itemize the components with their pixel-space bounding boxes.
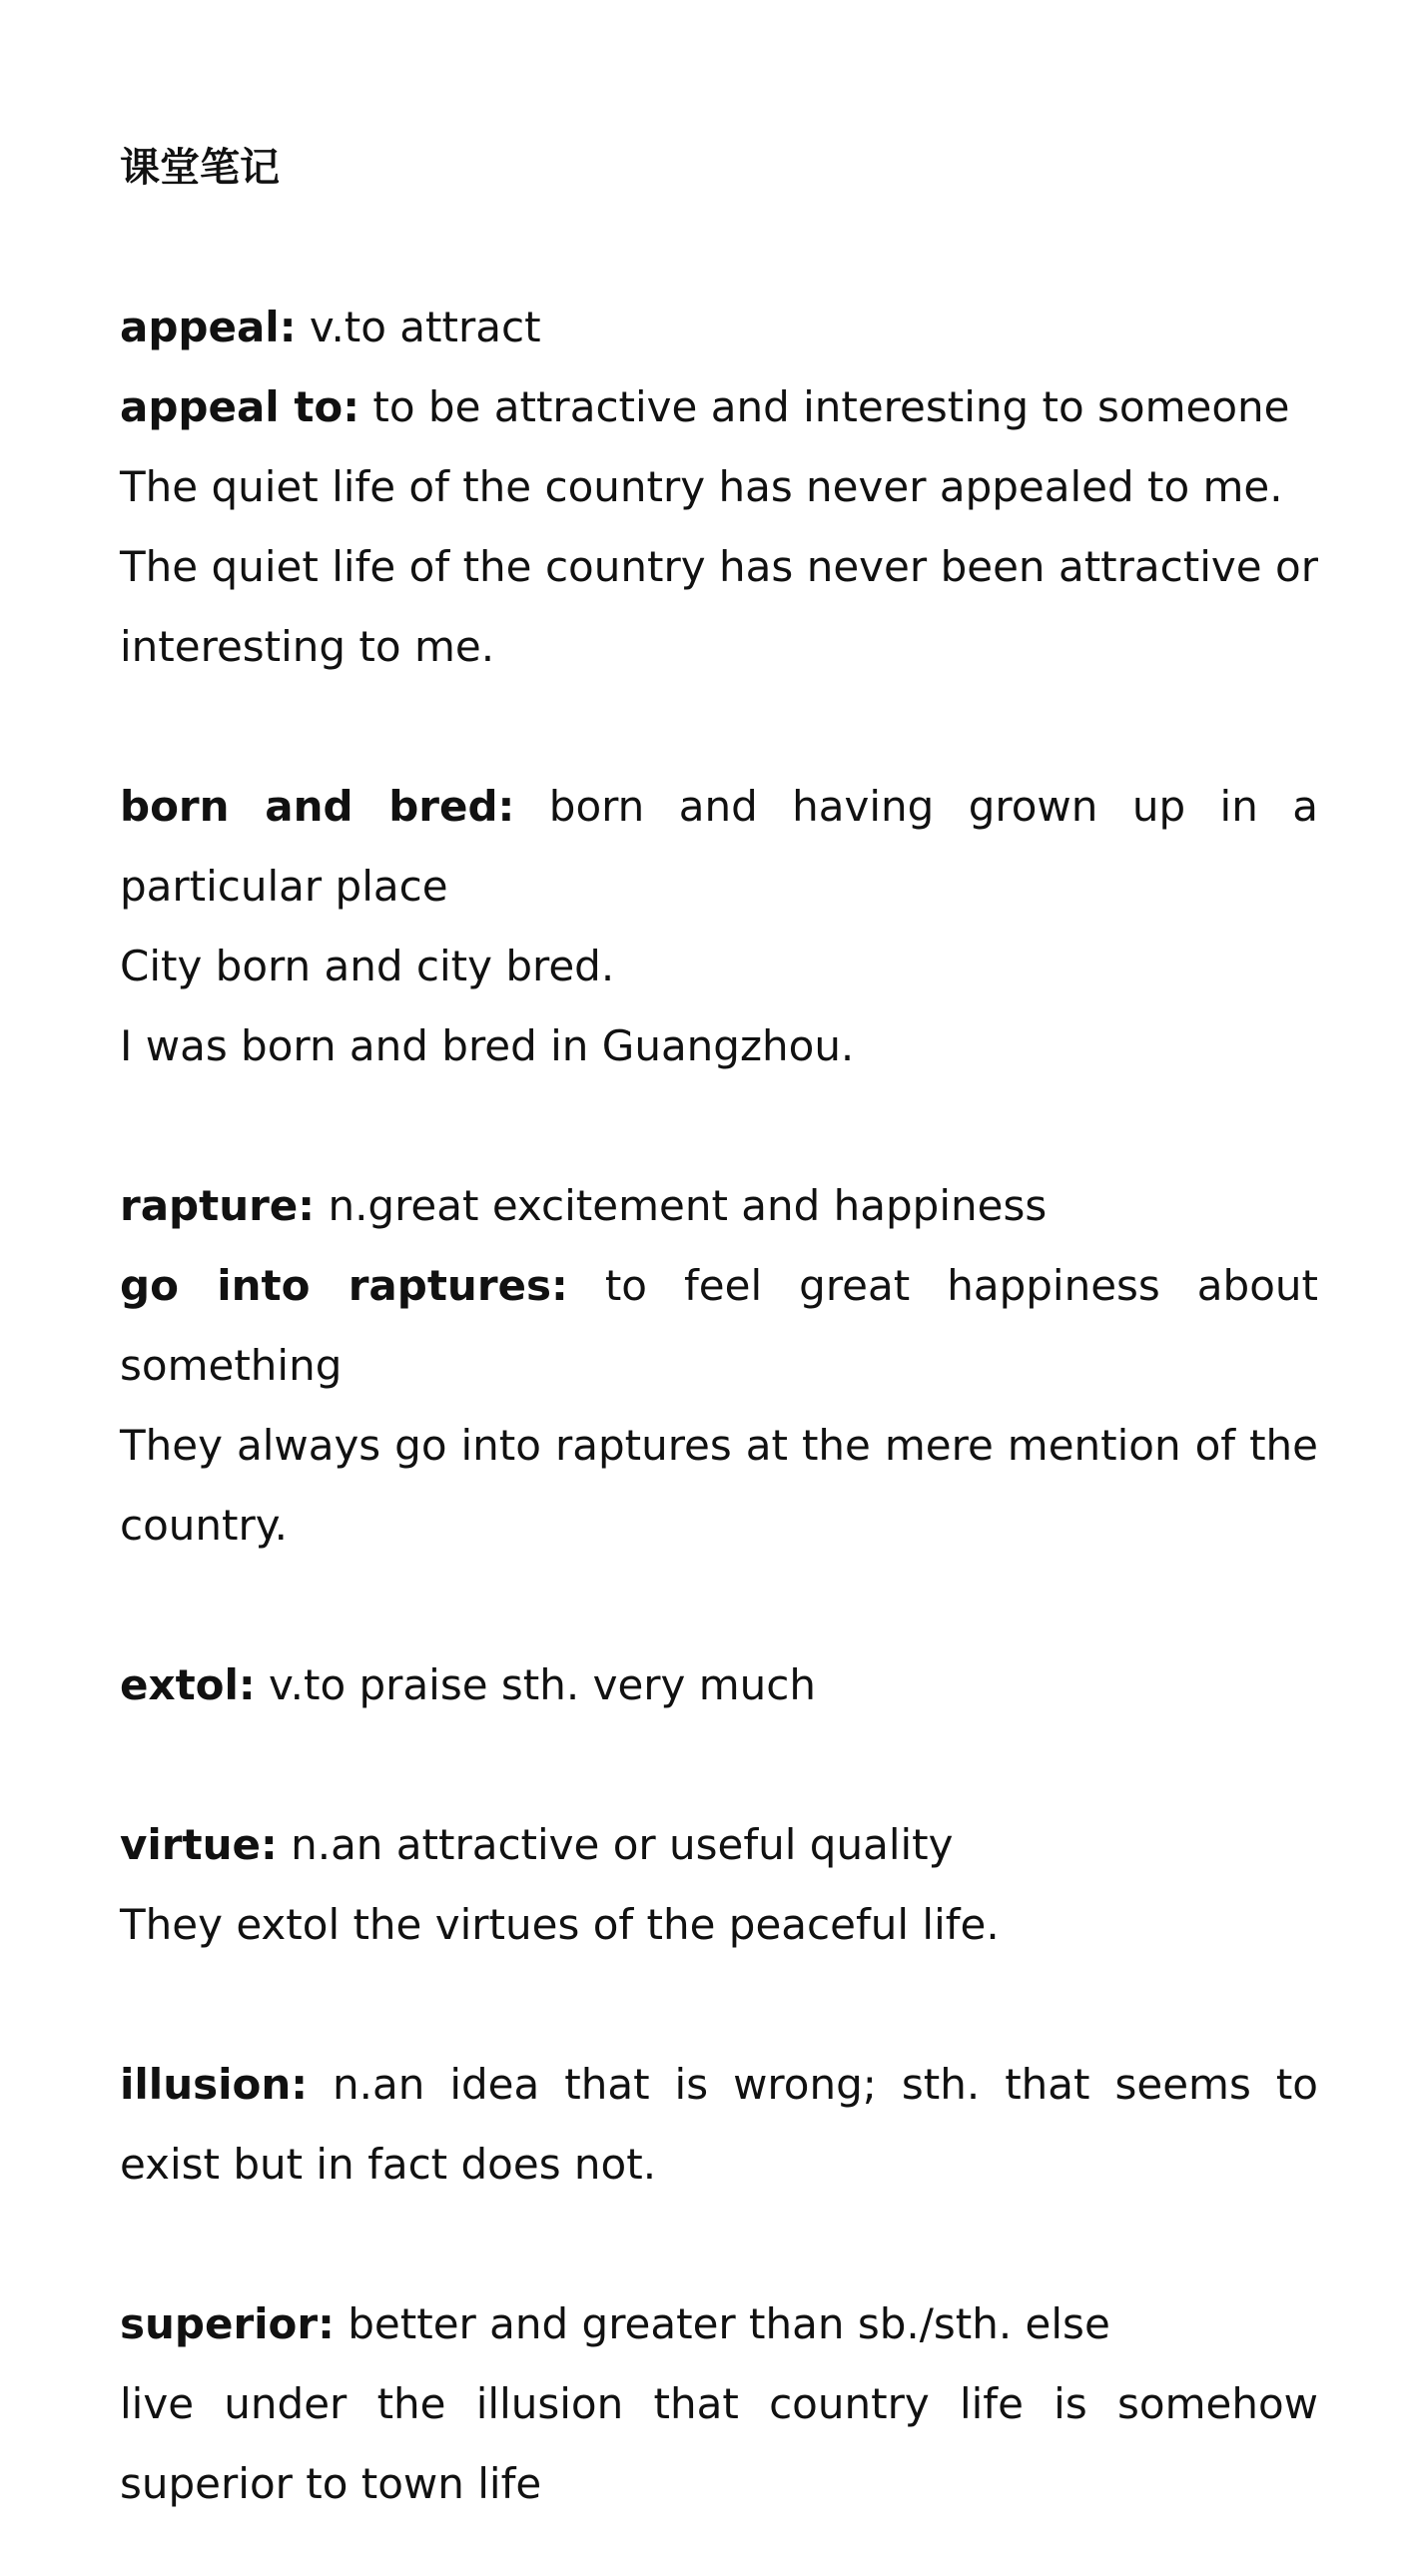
definition-text: v.to attract bbox=[296, 303, 541, 351]
definition-text: n.an idea that is wrong; sth. that seems to exist but in fact does not. bbox=[120, 2060, 1318, 2189]
definition-text: to feel great happiness about something bbox=[120, 1261, 1318, 1390]
definition-line bbox=[120, 367, 1318, 447]
vocab-entry-illusion bbox=[120, 2045, 1318, 2205]
definition-line bbox=[120, 2045, 1318, 2205]
notes-page bbox=[120, 128, 1318, 2524]
vocab-term: illusion: bbox=[120, 2060, 309, 2109]
definition-text: n.an attractive or useful quality bbox=[277, 1820, 954, 1869]
definition-text: to be attractive and interesting to someone bbox=[359, 382, 1290, 431]
example-sentence: I was born and bred in Guangzhou. bbox=[120, 1021, 855, 1070]
vocab-term: virtue: bbox=[120, 1820, 278, 1869]
example-sentence: live under the illusion that country life is somehow superior to town life bbox=[120, 2379, 1318, 2508]
definition-line bbox=[120, 2284, 1318, 2364]
vocab-term: extol: bbox=[120, 1660, 256, 1709]
definition-line bbox=[120, 1246, 1318, 1406]
page-title: 课堂笔记 bbox=[120, 145, 280, 191]
vocab-term: appeal to: bbox=[120, 382, 360, 431]
definition-line bbox=[120, 767, 1318, 927]
vocab-entry-appeal bbox=[120, 288, 1318, 687]
vocab-term: go into raptures: bbox=[120, 1261, 568, 1310]
vocab-entry-rapture bbox=[120, 1166, 1318, 1566]
vocab-term: rapture: bbox=[120, 1181, 316, 1230]
definition-text: born and having grown up in a particular place bbox=[120, 782, 1318, 911]
definition-line bbox=[120, 1645, 1318, 1725]
example-sentence: The quiet life of the country has never appealed to me. bbox=[120, 462, 1283, 511]
definition-text: better and greater than sb./sth. else bbox=[334, 2299, 1110, 2348]
definition-text: v.to praise sth. very much bbox=[255, 1660, 817, 1709]
definition-line bbox=[120, 1805, 1318, 1885]
vocab-entry-virtue bbox=[120, 1805, 1318, 1965]
example-sentence: The quiet life of the country has never been attractive or interesting to me. bbox=[120, 542, 1318, 671]
vocab-entry-born-and-bred bbox=[120, 767, 1318, 1086]
definition-text: n.great excitement and happiness bbox=[315, 1181, 1048, 1230]
definition-line bbox=[120, 1166, 1318, 1246]
vocab-term: appeal: bbox=[120, 303, 297, 351]
vocab-entry-extol bbox=[120, 1645, 1318, 1725]
vocab-term: born and bred: bbox=[120, 782, 515, 831]
example-sentence: City born and city bred. bbox=[120, 942, 615, 990]
definition-line bbox=[120, 288, 1318, 367]
vocab-entry-superior bbox=[120, 2284, 1318, 2524]
example-sentence: They extol the virtues of the peaceful life. bbox=[120, 1900, 1000, 1949]
example-sentence: They always go into raptures at the mere mention of the country. bbox=[120, 1421, 1318, 1550]
vocab-term: superior: bbox=[120, 2299, 335, 2348]
